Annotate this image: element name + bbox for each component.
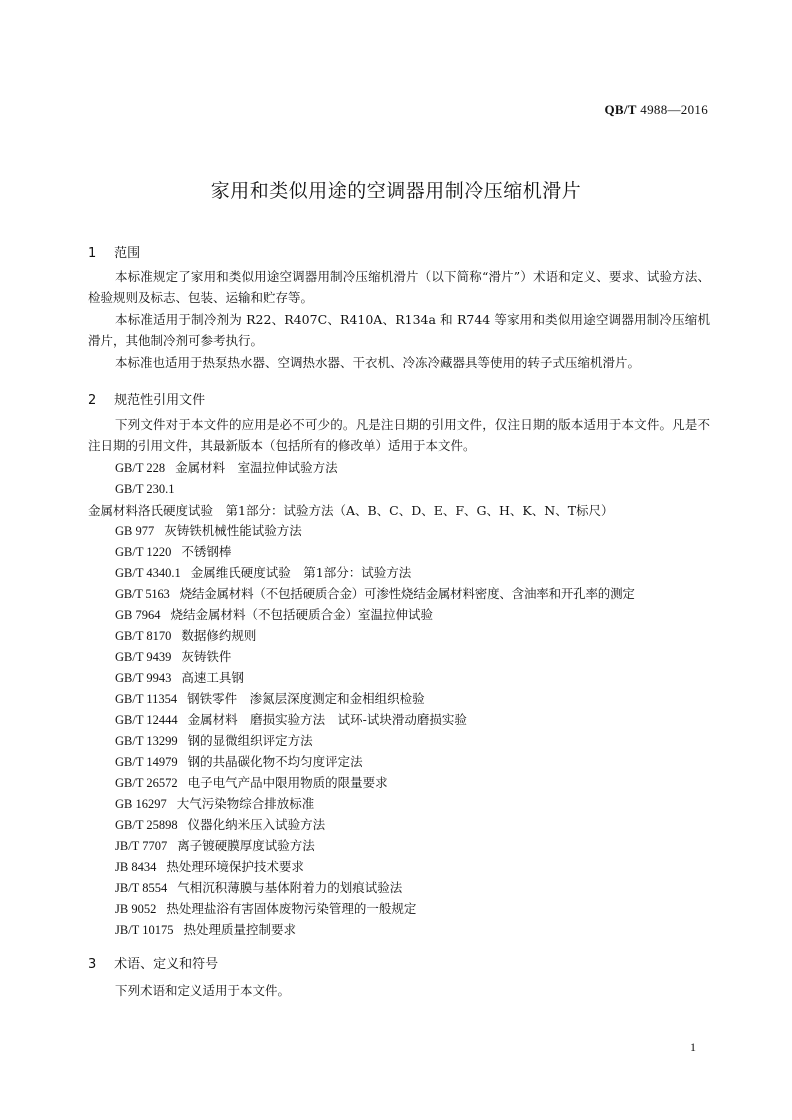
reference-title: 电子电气产品中限用物质的限量要求 [187, 775, 388, 790]
reference-title: 数据修约规则 [181, 628, 257, 643]
reference-code: JB/T 8554 [115, 881, 168, 895]
scope-paragraph-3: 本标准也适用于热泵热水器、空调热水器、干衣机、冷冻冷藏器具等使用的转子式压缩机滑片。 [115, 355, 641, 370]
reference-code: GB/T 1220 [115, 545, 172, 559]
page-number: 1 [690, 1040, 696, 1054]
reference-title: 大气污染物综合排放标准 [176, 796, 315, 811]
reference-code: JB 8434 [115, 860, 157, 874]
reference-item [115, 730, 313, 752]
reference-code: JB/T 7707 [115, 839, 168, 853]
reference-title: 钢铁零件 渗氮层深度测定和金相组织检验 [187, 691, 425, 706]
scope-paragraph-2: 本标准适用于制冷剂为 R22、R407C、R410A、R134a 和 R744 等家用和类似用途空调器用制冷压缩机滑片，其他制冷剂可参考执行。 [88, 312, 710, 348]
reference-title: 钢的显微组织评定方法 [187, 733, 313, 748]
section-title: 术语、定义和符号 [114, 957, 219, 972]
reference-item [115, 667, 244, 689]
reference-title: 烧结金属材料（不包括硬质合金）可渗性烧结金属材料密度、含油率和开孔率的测定 [179, 586, 635, 601]
reference-code: JB 9052 [115, 902, 157, 916]
reference-item [115, 541, 231, 563]
section-1-heading [88, 242, 140, 261]
reference-item [115, 814, 325, 836]
section-number: 1 [88, 246, 97, 261]
section-number: 2 [88, 393, 97, 408]
reference-code: GB/T 228 [115, 461, 166, 475]
reference-title: 烧结金属材料（不包括硬质合金）室温拉伸试验 [170, 607, 434, 622]
reference-item [115, 793, 314, 815]
reference-code: GB/T 4340.1 [115, 566, 181, 580]
reference-title: 仪器化纳米压入试验方法 [187, 817, 326, 832]
section-3-heading [88, 953, 218, 972]
reference-code: GB/T 5163 [115, 587, 170, 601]
scope-paragraph-1: 本标准规定了家用和类似用途空调器用制冷压缩机滑片（以下简称“滑片”）术语和定义、要求、试验方法、检验规则及标志、包装、运输和贮存等。 [88, 269, 710, 305]
reference-code: JB/T 10175 [115, 923, 174, 937]
reference-code: GB 7964 [115, 608, 161, 622]
normative-references-intro: 下列文件对于本文件的应用是必不可少的。凡是注日期的引用文件，仅注日期的版本适用于本文件。凡是不注日期的引用文件，其最新版本（包括所有的修改单）适用于本文件。 [88, 417, 710, 453]
reference-title: 灰铸铁件 [181, 649, 232, 664]
reference-item [115, 751, 363, 773]
reference-title: 离子镀硬膜厚度试验方法 [177, 838, 315, 853]
reference-item [115, 457, 338, 479]
reference-item [115, 877, 402, 899]
reference-item [115, 709, 467, 731]
reference-title: 热处理环境保护技术要求 [166, 859, 304, 874]
reference-title: 不锈钢棒 [181, 544, 232, 559]
reference-code: GB 16297 [115, 797, 167, 811]
reference-title: 金属材料洛氏硬度试验 第1部分：试验方法（A、B、C、D、E、F、G、H、K、N、T标尺） [88, 503, 614, 518]
section-number: 3 [88, 957, 97, 972]
section-title: 规范性引用文件 [114, 393, 206, 408]
reference-code: GB 977 [115, 524, 155, 538]
reference-title: 金属材料 磨损实验方法 试环-试块滑动磨损实验 [187, 712, 467, 727]
reference-title: 热处理质量控制要求 [183, 922, 296, 937]
reference-item [115, 604, 433, 626]
reference-item [88, 478, 710, 521]
reference-item [115, 625, 256, 647]
standard-prefix: QB/T [604, 102, 637, 117]
reference-item [115, 520, 302, 542]
reference-item [115, 856, 304, 878]
reference-title: 钢的共晶碳化物不均匀度评定法 [187, 754, 363, 769]
reference-code: GB/T 26572 [115, 776, 178, 790]
reference-item [115, 919, 296, 941]
section-2-heading [88, 389, 205, 408]
reference-title: 高速工具钢 [181, 670, 244, 685]
section-title: 范围 [114, 246, 141, 261]
document-title: 家用和类似用途的空调器用制冷压缩机滑片 [210, 180, 582, 202]
reference-item [115, 772, 388, 794]
reference-code: GB/T 14979 [115, 755, 178, 769]
reference-code: GB/T 9943 [115, 671, 172, 685]
standard-number [604, 102, 708, 118]
reference-code: GB/T 12444 [115, 713, 178, 727]
reference-item [115, 583, 635, 605]
reference-code: GB/T 8170 [115, 629, 172, 643]
reference-title: 金属材料 室温拉伸试验方法 [175, 460, 338, 475]
reference-code: GB/T 11354 [115, 692, 178, 706]
reference-item [115, 646, 231, 668]
reference-title: 气相沉积薄膜与基体附着力的划痕试验法 [177, 880, 403, 895]
reference-title: 金属维氏硬度试验 第1部分：试验方法 [190, 565, 412, 580]
reference-code: GB/T 25898 [115, 818, 178, 832]
reference-code: GB/T 9439 [115, 650, 172, 664]
reference-item [115, 688, 425, 710]
reference-code: GB/T 230.1 [115, 482, 175, 496]
reference-item [115, 562, 411, 584]
reference-item [115, 898, 416, 920]
reference-item [115, 835, 315, 857]
terms-intro: 下列术语和定义适用于本文件。 [115, 983, 291, 998]
standard-code: 4988—2016 [640, 102, 708, 117]
reference-title: 热处理盐浴有害固体废物污染管理的一般规定 [166, 901, 417, 916]
reference-code: GB/T 13299 [115, 734, 178, 748]
reference-title: 灰铸铁机械性能试验方法 [164, 523, 302, 538]
